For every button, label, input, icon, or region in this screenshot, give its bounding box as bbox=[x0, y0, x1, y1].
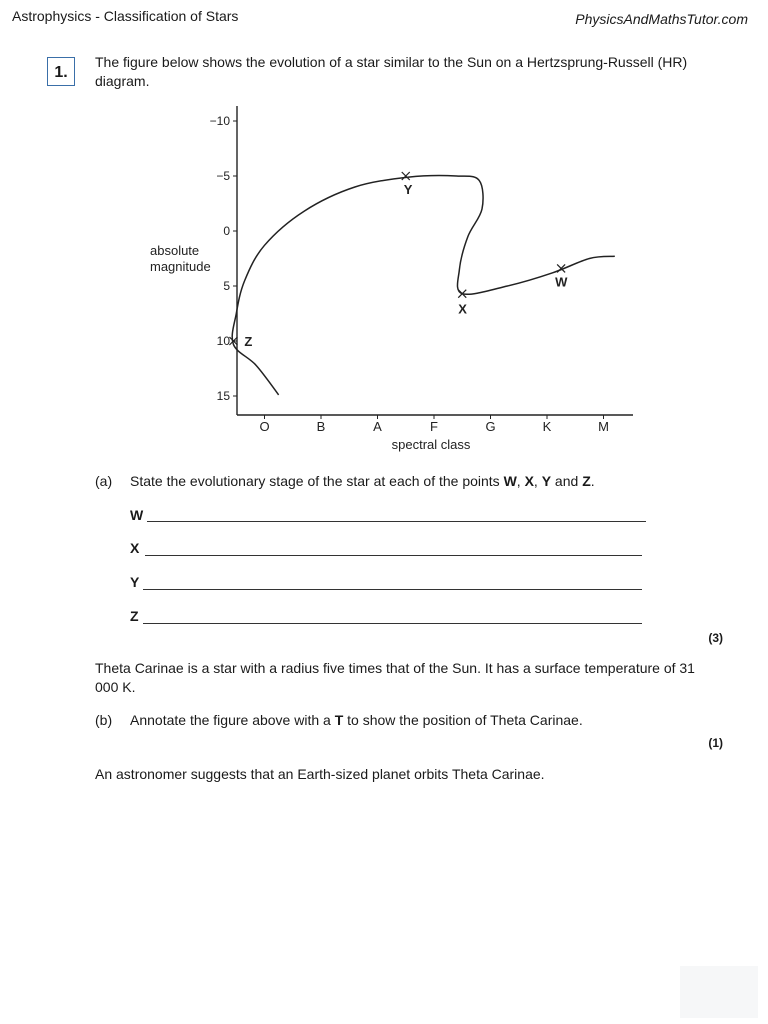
answer-line-y[interactable] bbox=[143, 589, 642, 590]
answer-label-z: Z bbox=[130, 608, 139, 624]
x-tick-label: G bbox=[485, 419, 496, 434]
hr-diagram bbox=[0, 0, 768, 470]
y-tick-label: −10 bbox=[209, 114, 230, 128]
x-tick-label: O bbox=[259, 419, 270, 434]
y-tick-label: 5 bbox=[223, 279, 230, 293]
x-axis-label: spectral class bbox=[391, 437, 471, 452]
part-a-question: State the evolutionary stage of the star at each of the points W, X, Y and Z. bbox=[130, 473, 595, 489]
astronomer-text: An astronomer suggests that an Earth-sized planet orbits Theta Carinae. bbox=[95, 766, 545, 782]
point-y-marker bbox=[402, 172, 410, 180]
point-y-label: Y bbox=[403, 182, 413, 197]
page-corner-shade bbox=[680, 966, 758, 1018]
y-axis-label-line1: absolute bbox=[150, 243, 200, 258]
answer-line-z[interactable] bbox=[143, 623, 642, 624]
part-b-question: Annotate the figure above with a T to show the position of Theta Carinae. bbox=[130, 712, 583, 728]
theta-carinae-text: Theta Carinae is a star with a radius five times that of the Sun. It has a surface temperature of 31 000 K. bbox=[95, 660, 695, 695]
answer-line-w[interactable] bbox=[147, 521, 646, 522]
x-tick-label: K bbox=[542, 419, 552, 434]
answer-label-x: X bbox=[130, 540, 140, 556]
question-intro: The figure below shows the evolution of a star similar to the Sun on a Hertzsprung-Russell (HR) diagram. bbox=[95, 54, 688, 89]
x-tick-label: B bbox=[316, 419, 326, 434]
x-tick-label: M bbox=[598, 419, 609, 434]
y-tick-label: 15 bbox=[216, 389, 230, 403]
answer-line-x[interactable] bbox=[145, 555, 642, 556]
part-a-label: (a) bbox=[95, 473, 113, 489]
y-tick-label: 10 bbox=[216, 334, 230, 348]
point-x-label: X bbox=[458, 301, 467, 317]
point-z-label: Z bbox=[244, 334, 253, 349]
y-tick-label: 0 bbox=[223, 224, 230, 238]
part-b-label: (b) bbox=[95, 712, 113, 728]
y-tick-label: −5 bbox=[216, 169, 230, 183]
x-tick-label: A bbox=[373, 419, 382, 434]
topic-header: Astrophysics - Classification of Stars bbox=[12, 8, 239, 24]
answer-label-y: Y bbox=[130, 574, 140, 590]
answer-label-w: W bbox=[130, 507, 144, 523]
chart-points bbox=[229, 172, 568, 349]
chart-axes bbox=[237, 106, 633, 415]
part-b-marks: (1) bbox=[708, 736, 723, 750]
x-tick-label: F bbox=[430, 419, 438, 434]
point-w-label: W bbox=[555, 274, 568, 290]
y-axis-label-line2: magnitude bbox=[150, 259, 211, 274]
brand-header: PhysicsAndMathsTutor.com bbox=[575, 11, 748, 27]
part-a-marks: (3) bbox=[708, 631, 723, 645]
question-number: 1. bbox=[47, 57, 75, 86]
